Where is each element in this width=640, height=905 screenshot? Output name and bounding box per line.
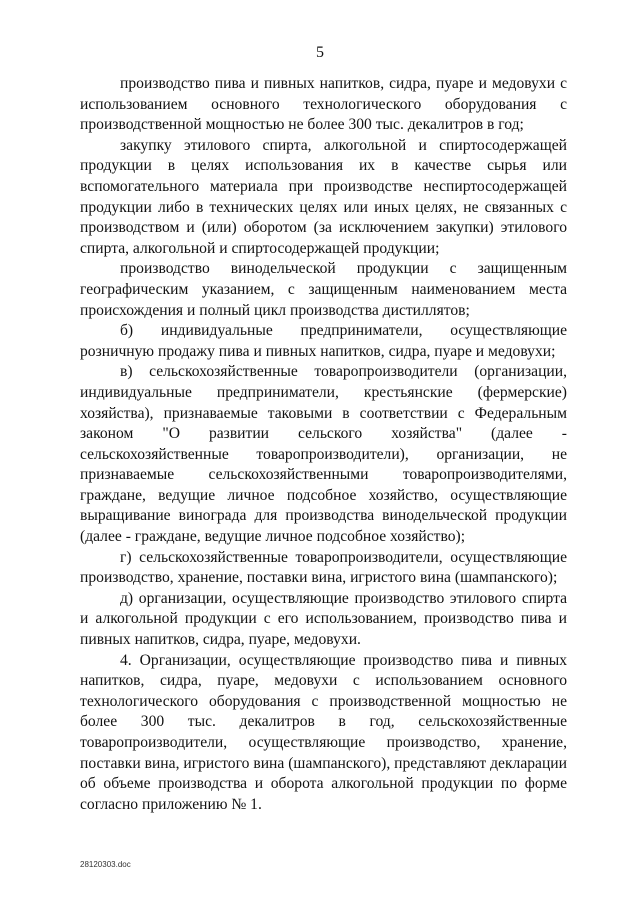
paragraph-item-d: д) организации, осуществляющие производство этилового спирта и алкогольной продукции с его использованием, производство пива и пивных напитков, сидра, пуаре, медовухи. [80, 589, 567, 649]
document-body [80, 74, 567, 815]
footer-doc-code: 28120303.doc [80, 860, 131, 869]
paragraph-spirit-purchase: закупку этилового спирта, алкогольной и спиртосодержащей продукции в целях использования их в качестве сырья или вспомогательного материала при производстве неспиртосодержащей продукции либо в технических целях или иных целях, не связанных с производством и (или) оборотом (за исключением закупки) этилового спирта, алкогольной и спиртосодержащей продукции; [80, 136, 567, 257]
paragraph-item-v: в) сельскохозяйственные товаропроизводители (организации, индивидуальные предприниматели, крестьянские (фермерские) хозяйства), признаваемые таковыми в соответствии с Федеральным законом "О развитии сельского хозяйства" (далее - сельскохозяйственные товаропроизводители), организации, не признаваемые сельскохозяйственными товаропроизводителями, граждане, ведущие личное подсобное хозяйство, осуществляющие выращивание винограда для производства винодельческой продукции (далее - граждане, ведущие личное подсобное хозяйство); [80, 363, 567, 546]
paragraph-beer-production: производство пива и пивных напитков, сидра, пуаре и медовухи с использованием основного технологического оборудования с производственной мощностью не более 300 тыс. декалитров в год; [80, 75, 567, 134]
paragraph-item-b: б) индивидуальные предприниматели, осуществляющие розничную продажу пива и пивных напитков, сидра, пуаре и медовухи; [80, 322, 567, 360]
page-number: 5 [316, 44, 324, 61]
paragraph-section-4: 4. Организации, осуществляющие производство пива и пивных напитков, сидра, пуаре, медовухи с использованием основного технологического оборудования с производственной мощностью не более 300 тыс. декалитров в год, сельскохозяйственные товаропроизводители, осуществляющие производство, хранение, поставки вина, игристого вина (шампанского), представляют декларации об объеме производства и оборота алкогольной продукции по форме согласно приложению № 1. [80, 651, 567, 813]
paragraph-item-g: г) сельскохозяйственные товаропроизводители, осуществляющие производство, хранение, поставки вина, игристого вина (шампанского); [80, 548, 567, 587]
paragraph-wine-production: производство винодельческой продукции с защищенным географическим указанием, с защищенным наименованием места происхождения и полный цикл производства дистиллятов; [80, 260, 567, 319]
